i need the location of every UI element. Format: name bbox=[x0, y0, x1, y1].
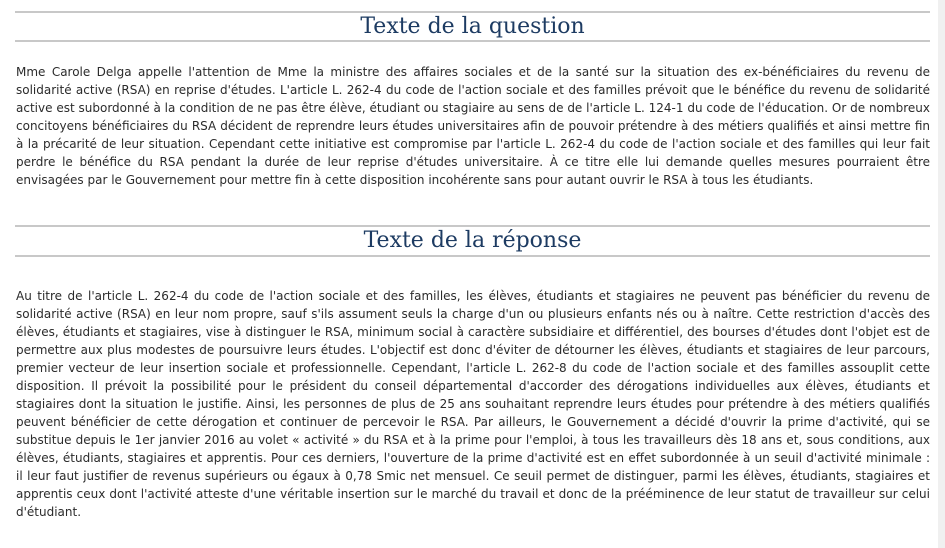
page-edge bbox=[938, 0, 945, 548]
response-title-divider bbox=[15, 255, 930, 257]
response-body: Au titre de l'article L. 262-4 du code de l'action sociale et des familles, les élèves, étudiants et stagiaires ne peuvent pas bénéficier du revenu de solidarité active (RSA) en leur nom propre, sauf s'ils assument seuls la charge d'un ou plusieurs enfants nés ou à naître. Cette restriction d'accès des élèves, étudiants et stagiaires, vise à distinguer le RSA, minimum social à caractère subsidiaire et différentiel, des bourses d'études dont l'objet est de permettre aux plus modestes de poursuivre leurs études. L'objectif est donc d'éviter de détourner les élèves, étudiants et stagiaires de leur parcours, premier vecteur de leur insertion sociale et professionnelle. Cependant, l'article L. 262-8 du code de l'action sociale et des familles assouplit cette disposition. Il prévoit la possibilité pour le président du conseil départemental d'accorder des dérogations individuelles aux élèves, étudiants et stagiaires dont la situation le justifie. Ainsi, les personnes de plus de 25 ans souhaitant reprendre leurs études pour prétendre à des métiers qualifiés peuvent bénéficier de cette dérogation et continuer de percevoir le RSA. Par ailleurs, le Gouvernement a décidé d'ouvrir la prime d'activité, qui se substitue depuis le 1er janvier 2016 au volet « activité » du RSA et à la prime pour l'emploi, à tous les travailleurs dès 18 ans et, sous conditions, aux élèves, étudiants, stagiaires et apprentis. Pour ces derniers, l'ouverture de la prime d'activité est en effet subordonnée à un seuil d'activité minimale : il leur faut justifier de revenus supérieurs ou égaux à 0,78 Smic net mensuel. Ce seuil permet de distinguer, parmi les élèves, étudiants, stagiaires et apprentis ceux dont l'activité atteste d'une véritable insertion sur le marché du travail et donc de la prééminence de leur statut de travailleur sur celui d'étudiant. bbox=[16, 289, 930, 519]
response-title: Texte de la réponse bbox=[363, 228, 582, 253]
question-title-divider bbox=[15, 40, 930, 42]
top-divider bbox=[15, 11, 930, 13]
question-title: Texte de la question bbox=[360, 14, 585, 39]
response-top-divider bbox=[15, 225, 930, 227]
question-body: Mme Carole Delga appelle l'attention de Mme la ministre des affaires sociales et de la santé sur la situation des ex-bénéficiaires du revenu de solidarité active (RSA) en reprise d'études. L'article L. 262-4 du code de l'action sociale et des familles prévoit que le bénéfice du revenu de solidarité active est subordonné à la condition de ne pas être élève, étudiant ou stagiaire au sens de de l'article L. 124-1 du code de l'éducation. Or de nombreux concitoyens bénéficiaires du RSA décident de reprendre leurs études universitaires afin de pouvoir prétendre à des métiers qualifiés et ainsi mettre fin à la précarité de leur situation. Cependant cette initiative est compromise par l'article L. 262-4 du code de l'action sociale et des familles qui leur fait perdre le bénéfice du RSA pendant la durée de leur reprise d'études universitaire. À ce titre elle lui demande quelles mesures pourraient être envisagées par le Gouvernement pour mettre fin à cette disposition incohérente sans pour autant ouvrir le RSA à tous les étudiants. bbox=[16, 65, 930, 187]
